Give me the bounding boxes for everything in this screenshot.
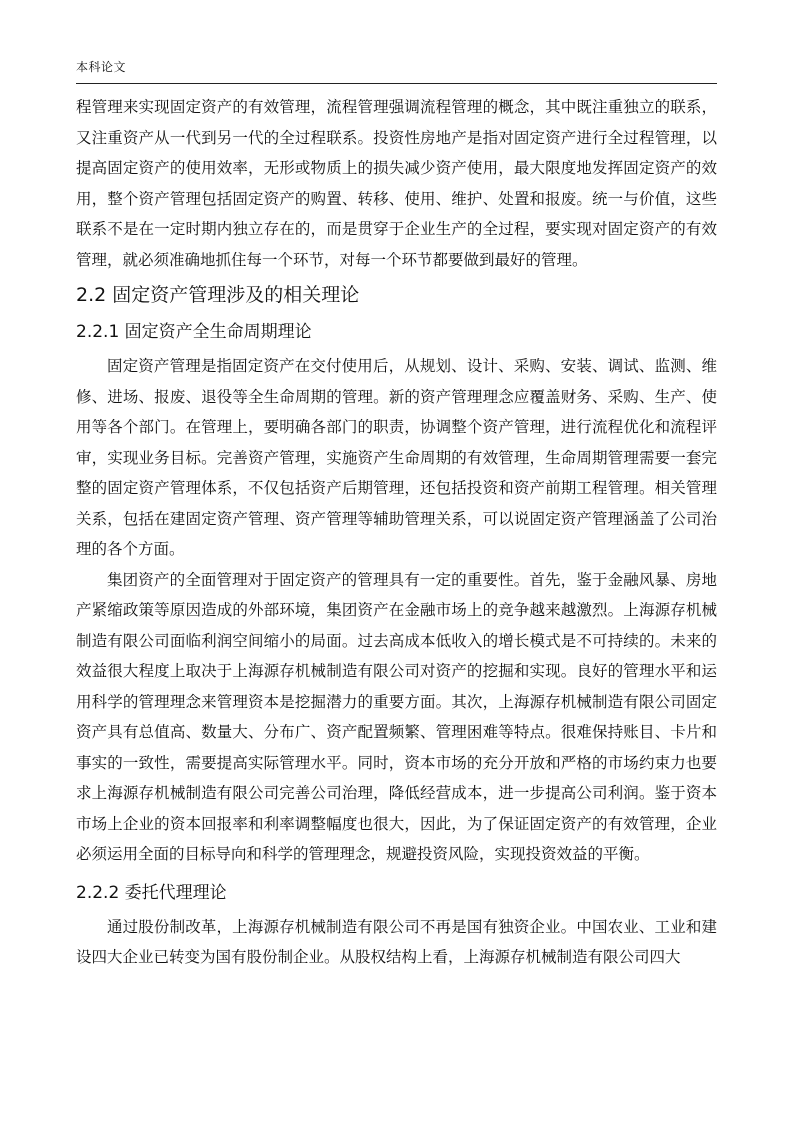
paragraph-agency-1: 通过股份制改革，上海源存机械制造有限公司不再是国有独资企业。中国农业、工业和建设四大企业已转变为国有股份制企业。从股权结构上看，上海源存机械制造有限公司四大 [76, 917, 717, 966]
paragraph-lifecycle-1: 固定资产管理是指固定资产在交付使用后，从规划、设计、采购、安装、调试、监测、维修、进场、报废、退役等全生命周期的管理。新的资产管理理念应覆盖财务、采购、生产、使用等各个部门。在管理上，要明确各部门的职责，协调整个资产管理，进行流程优化和流程评审，实现业务目标。完善资产管理，实施资产生命周期的有效管理，生命周期管理需要一套完整的固定资产管理体系，不仅包括资产后期管理，还包括投资和资产前期工程管理。相关管理关系，包括在建固定资产管理、资产管理等辅助管理关系，可以说固定资产管理涵盖了公司治理的各个方面。 [76, 357, 717, 558]
header-divider [76, 83, 717, 84]
paragraph-lifecycle-2: 集团资产的全面管理对于固定资产的管理具有一定的重要性。首先，鉴于金融风暴、房地产紧缩政策等原因造成的外部环境，集团资产在金融市场上的竞争越来越激烈。上海源存机械制造有限公司面临利润空间缩小的局面。过去高成本低收入的增长模式是不可持续的。未来的效益很大程度上取决于上海源存机械制造有限公司对资产的挖掘和实现。良好的管理水平和运用科学的管理理念来管理资本是挖掘潜力的重要方面。其次，上海源存机械制造有限公司固定资产具有总值高、数量大、分布广、资产配置频繁、管理困难等特点。很难保持账目、卡片和事实的一致性，需要提高实际管理水平。同时，资本市场的充分开放和严格的市场约束力也要求上海源存机械制造有限公司完善公司治理，降低经营成本，进一步提高公司利润。鉴于资本市场上企业的资本回报率和利率调整幅度也很大，因此，为了保证固定资产的有效管理，企业必须运用全面的目标导向和科学的管理理念，规避投资风险，实现投资效益的平衡。 [76, 570, 717, 863]
section-heading-2-2: 2.2 固定资产管理涉及的相关理论 [76, 284, 360, 306]
page-header-label: 本科论文 [76, 60, 127, 74]
subsection-heading-2-2-1: 2.2.1 固定资产全生命周期理论 [76, 322, 312, 342]
intro-paragraph: 程管理来实现固定资产的有效管理，流程管理强调流程管理的概念，其中既注重独立的联系，又注重资产从一代到另一代的全过程联系。投资性房地产是指对固定资产进行全过程管理，以提高固定资产的使用效率，无形或物质上的损失减少资产使用，最大限度地发挥固定资产的效用，整个资产管理包括固定资产的购置、转移、使用、维护、处置和报废。统一与价值，这些联系不是在一定时期内独立存在的，而是贯穿于企业生产的全过程，要实现对固定资产的有效管理，就必须准确地抓住每一个环节，对每一个环节都要做到最好的管理。 [76, 98, 717, 269]
subsection-heading-2-2-2: 2.2.2 委托代理理论 [76, 882, 227, 903]
page-body [76, 92, 717, 973]
